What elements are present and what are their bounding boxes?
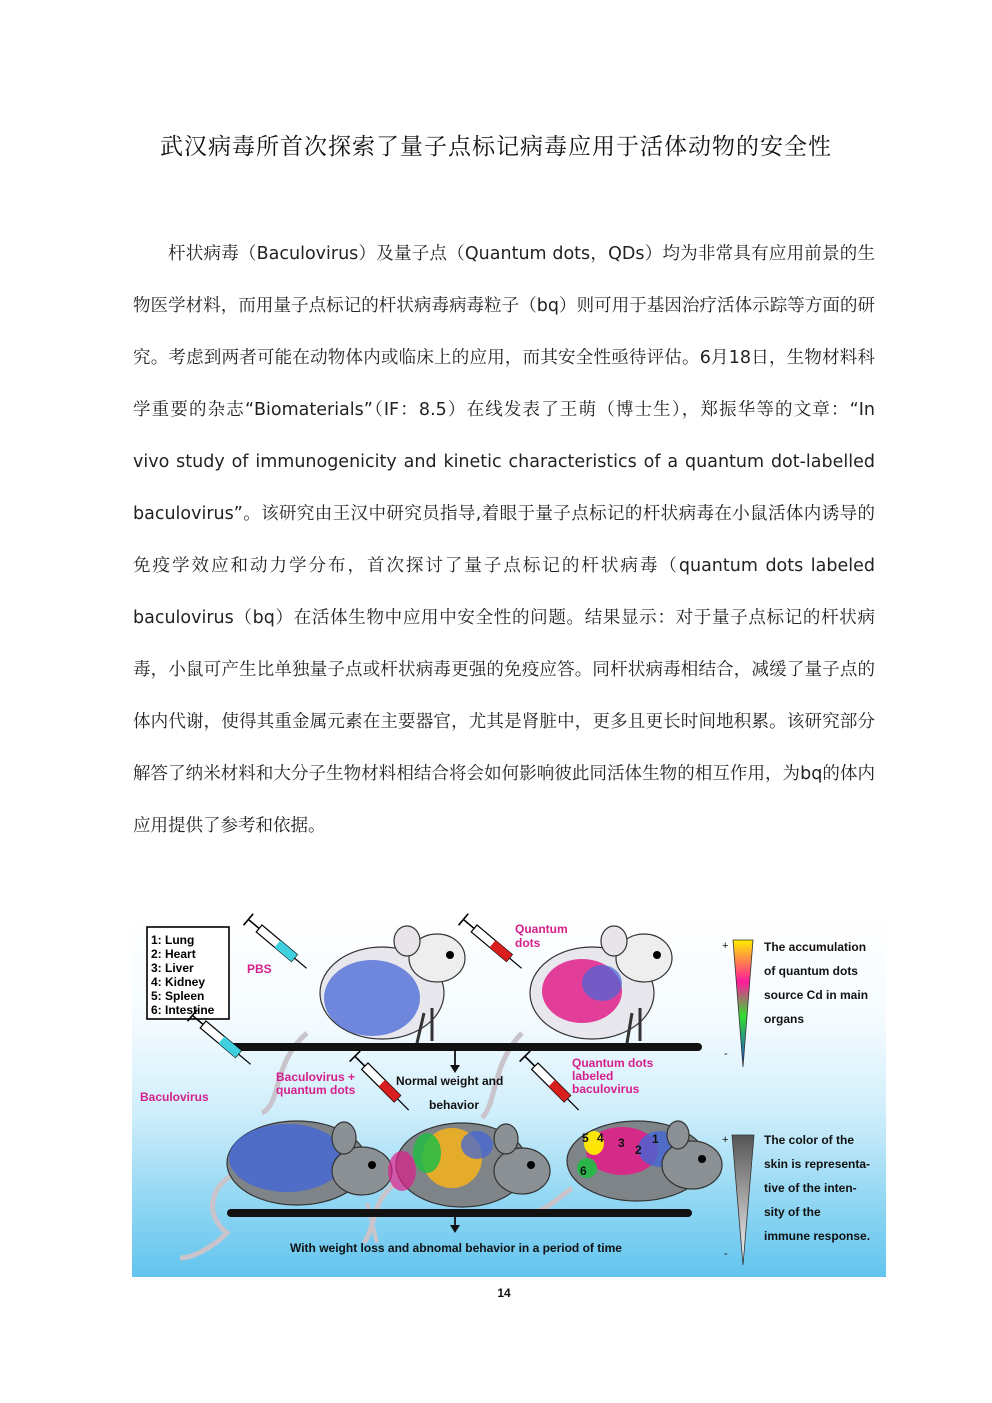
scale2-plus: + (722, 1134, 729, 1146)
label-quantum-dots-line2: dots (515, 936, 541, 950)
label-qd-labeled-line2: labeled (572, 1069, 614, 1083)
label-weight-loss: With weight loss and abnomal behavior in a period of time (290, 1241, 622, 1255)
legend-item-kidney: 4: Kidney (151, 975, 206, 989)
organ-number-3: 3 (618, 1136, 625, 1150)
scale1-plus: + (722, 940, 729, 952)
label-qd-labeled-line3: baculovirus (572, 1082, 640, 1096)
label-bac-qd-line2: quantum dots (276, 1083, 356, 1097)
article-body (133, 228, 875, 852)
upper-divider-bar (227, 1043, 702, 1051)
legend-item-lung: 1: Lung (151, 933, 195, 947)
label-pbs: PBS (247, 962, 272, 976)
page-number: 14 (497, 1286, 511, 1300)
accumulation-scale (722, 940, 868, 1067)
body-paragraph: 杆状病毒（Baculovirus）及量子点（Quantum dots，QDs）均为非常具有应用前景的生物医学材料，而用量子点标记的杆状病毒病毒粒子（bq）则可用于基因治疗活体示踪等方面的研究。考虑到两者可能在动物体内或临床上的应用，而其安全性亟待评估。6月18日，生物材料科学重要的杂志“Biomaterials”（IF：8.5）在线发表了王萌（博士生），郑振华等的文章：“In vivo study of immunogenicity and kinetic characteristics of a quantum dot-labelled baculovirus”。该研究由王汉中研究员指导,着眼于量子点标记的杆状病毒在小鼠活体内诱导的免疫学效应和动力学分布，首次探讨了量子点标记的杆状病毒（quantum dots labeled baculovirus（bq）在活体生物中应用中安全性的问题。结果显示：对于量子点标记的杆状病毒，小鼠可产生比单独量子点或杆状病毒更强的免疫应答。同杆状病毒相结合，减缓了量子点的体内代谢，使得其重金属元素在主要器官，尤其是肾脏中，更多且更长时间地积累。该研究部分解答了纳米材料和大分子生物材料相结合将会如何影响彼此同活体生物的相互作用，为bq的体内应用提供了参考和依据。 (133, 244, 875, 836)
scale1-text-line2: of quantum dots (764, 964, 858, 978)
legend-item-intestine: 6: Intestine (151, 1003, 215, 1017)
scale2-text-line1: The color of the (764, 1133, 854, 1147)
organ-legend-box (147, 927, 229, 1019)
label-bac-qd-line1: Baculovirus + (276, 1070, 356, 1084)
scale1-text-line4: organs (764, 1012, 805, 1026)
organ-number-4: 4 (597, 1131, 604, 1145)
legend-item-spleen: 5: Spleen (151, 989, 205, 1003)
article-title: 武汉病毒所首次探索了量子点标记病毒应用于活体动物的安全性 (160, 134, 832, 160)
organ-number-2: 2 (635, 1143, 642, 1157)
organ-number-6: 6 (580, 1164, 587, 1178)
scale1-text-line3: source Cd in main (764, 988, 869, 1002)
scale1-minus: - (724, 1048, 728, 1060)
immune-response-scale (722, 1133, 870, 1265)
figure-illustration (132, 913, 886, 1277)
scale2-text-line3: tive of the inten- (764, 1181, 857, 1195)
scale2-minus: - (724, 1248, 728, 1260)
legend-item-liver: 3: Liver (151, 961, 194, 975)
mouse-baculovirus (180, 1121, 392, 1258)
lower-divider-bar (227, 1209, 692, 1217)
label-quantum-dots-line1: Quantum (515, 922, 568, 936)
scale1-text-line1: The accumulation (764, 940, 867, 954)
scale2-text-line4: sity of the (764, 1205, 821, 1219)
label-normal-line1: Normal weight and (396, 1074, 504, 1088)
label-normal-line2: behavior (429, 1098, 480, 1112)
mouse-qd-labeled (527, 1121, 722, 1213)
legend-item-heart: 2: Heart (151, 947, 196, 961)
scale2-text-line2: skin is representa- (764, 1157, 871, 1171)
scale2-text-line5: immune response. (764, 1229, 871, 1243)
label-baculovirus: Baculovirus (140, 1090, 209, 1104)
organ-number-1: 1 (652, 1132, 659, 1146)
experiment-figure (132, 913, 886, 1277)
organ-number-5: 5 (582, 1131, 589, 1145)
label-qd-labeled-line1: Quantum dots (572, 1056, 654, 1070)
